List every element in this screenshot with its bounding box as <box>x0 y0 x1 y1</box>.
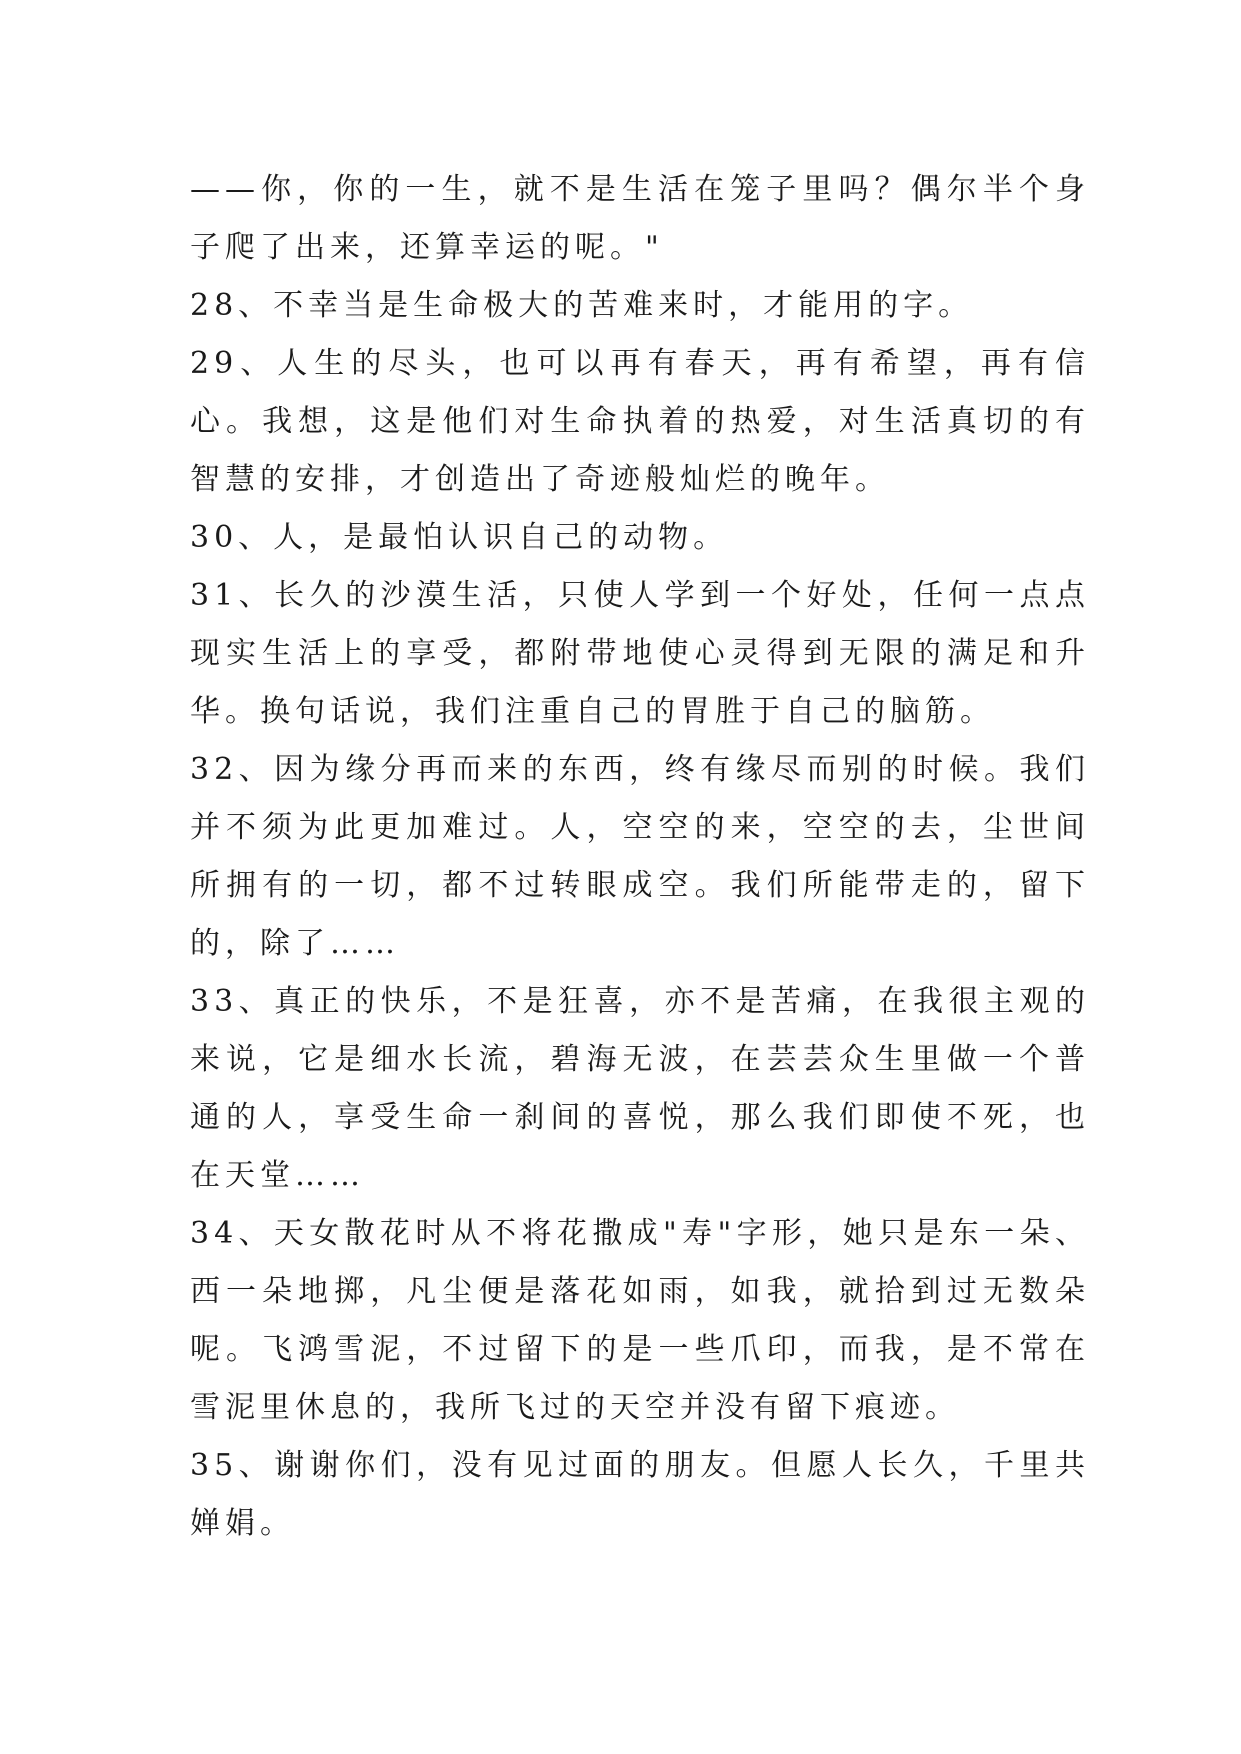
paragraph-32: 32、因为缘分再而来的东西，终有缘尽而别的时候。我们并不须为此更加难过。人，空空的来，空空的去，尘世间所拥有的一切，都不过转眼成空。我们所能带走的，留下的，除了…… <box>190 752 1090 961</box>
paragraph-34: 34、天女散花时从不将花撒成"寿"字形，她只是东一朵、西一朵地掷，凡尘便是落花如雨，如我，就拾到过无数朵呢。飞鸿雪泥，不过留下的是一些爪印，而我，是不常在雪泥里休息的，我所飞过的天空并没有留下痕迹。 <box>190 1216 1090 1425</box>
paragraph-29: 29、人生的尽头，也可以再有春天，再有希望，再有信心。我想，这是他们对生命执着的热爱，对生活真切的有智慧的安排，才创造出了奇迹般灿烂的晚年。 <box>190 346 1090 497</box>
paragraph-31: 31、长久的沙漠生活，只使人学到一个好处，任何一点点现实生活上的享受，都附带地使心灵得到无限的满足和升华。换句话说，我们注重自己的胃胜于自己的脑筋。 <box>190 578 1090 729</box>
paragraph-35: 35、谢谢你们，没有见过面的朋友。但愿人长久，千里共婵娟。 <box>190 1448 1090 1541</box>
paragraph-continuation: ——你，你的一生，就不是生活在笼子里吗？偶尔半个身子爬了出来，还算幸运的呢。" <box>190 172 1090 265</box>
paragraph-28: 28、不幸当是生命极大的苦难来时，才能用的字。 <box>190 288 974 323</box>
paragraph-33: 33、真正的快乐，不是狂喜，亦不是苦痛，在我很主观的来说，它是细水长流，碧海无波，在芸芸众生里做一个普通的人，享受生命一刹间的喜悦，那么我们即使不死，也在天堂…… <box>190 984 1090 1193</box>
paragraph-30: 30、人，是最怕认识自己的动物。 <box>190 520 729 555</box>
document-body <box>190 161 1090 1553</box>
